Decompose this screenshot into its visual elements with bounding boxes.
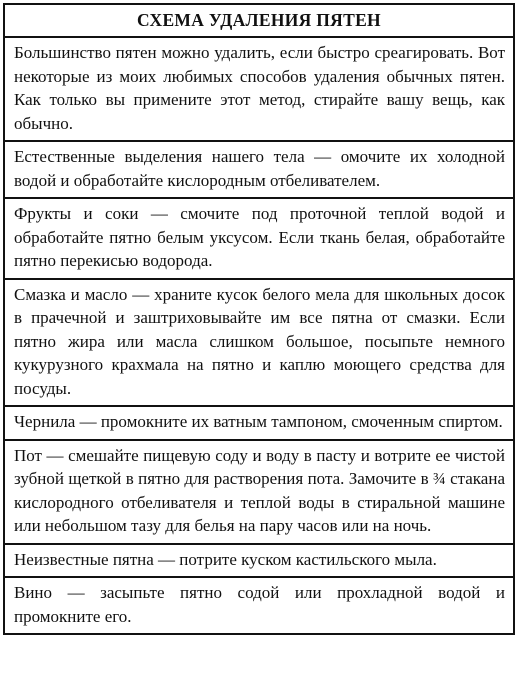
table-row-sweat: Пот — смешайте пищевую соду и воду в пасту и вотрите ее чистой зубной щеткой в пятно для растворения пота. Замочите в ¾ стакана кислородного отбеливателя и теплой воды в стиральной машине или небольшом тазу для белья на пару часов или на ночь. <box>5 441 513 545</box>
table-row-ink: Чернила — промокните их ватным тампоном, смоченным спиртом. <box>5 407 513 441</box>
table-row-unknown-stains: Неизвестные пятна — потрите куском кастильского мыла. <box>5 545 513 579</box>
table-row-intro: Большинство пятен можно удалить, если быстро среагировать. Вот некоторые из моих любимых способов удаления обычных пятен. Как только вы примените этот метод, стирайте вашу вещь, как обычно. <box>5 38 513 142</box>
table-title: СХЕМА УДАЛЕНИЯ ПЯТЕН <box>5 5 513 38</box>
table-row-wine: Вино — засыпьте пятно содой или прохладной водой и промокните его. <box>14 583 505 626</box>
table-row-fruits-juices: Фрукты и соки — смочите под проточной теплой водой и обработайте пятно белым уксусом. Если ткань белая, обработайте пятно перекисью водорода. <box>5 199 513 280</box>
table-row-body-secretions: Естественные выделения нашего тела — омочите их холодной водой и обработайте кислородным отбеливателем. <box>5 142 513 199</box>
stain-removal-table <box>3 3 515 635</box>
table-row-grease-oil: Смазка и масло — храните кусок белого мела для школьных досок в прачечной и заштриховывайте им все пятна от смазки. Если пятно жира или масла слишком большое, посыпьте немного кукурузного крахмала на пятно и каплю моющего средства для посуды. <box>5 280 513 408</box>
